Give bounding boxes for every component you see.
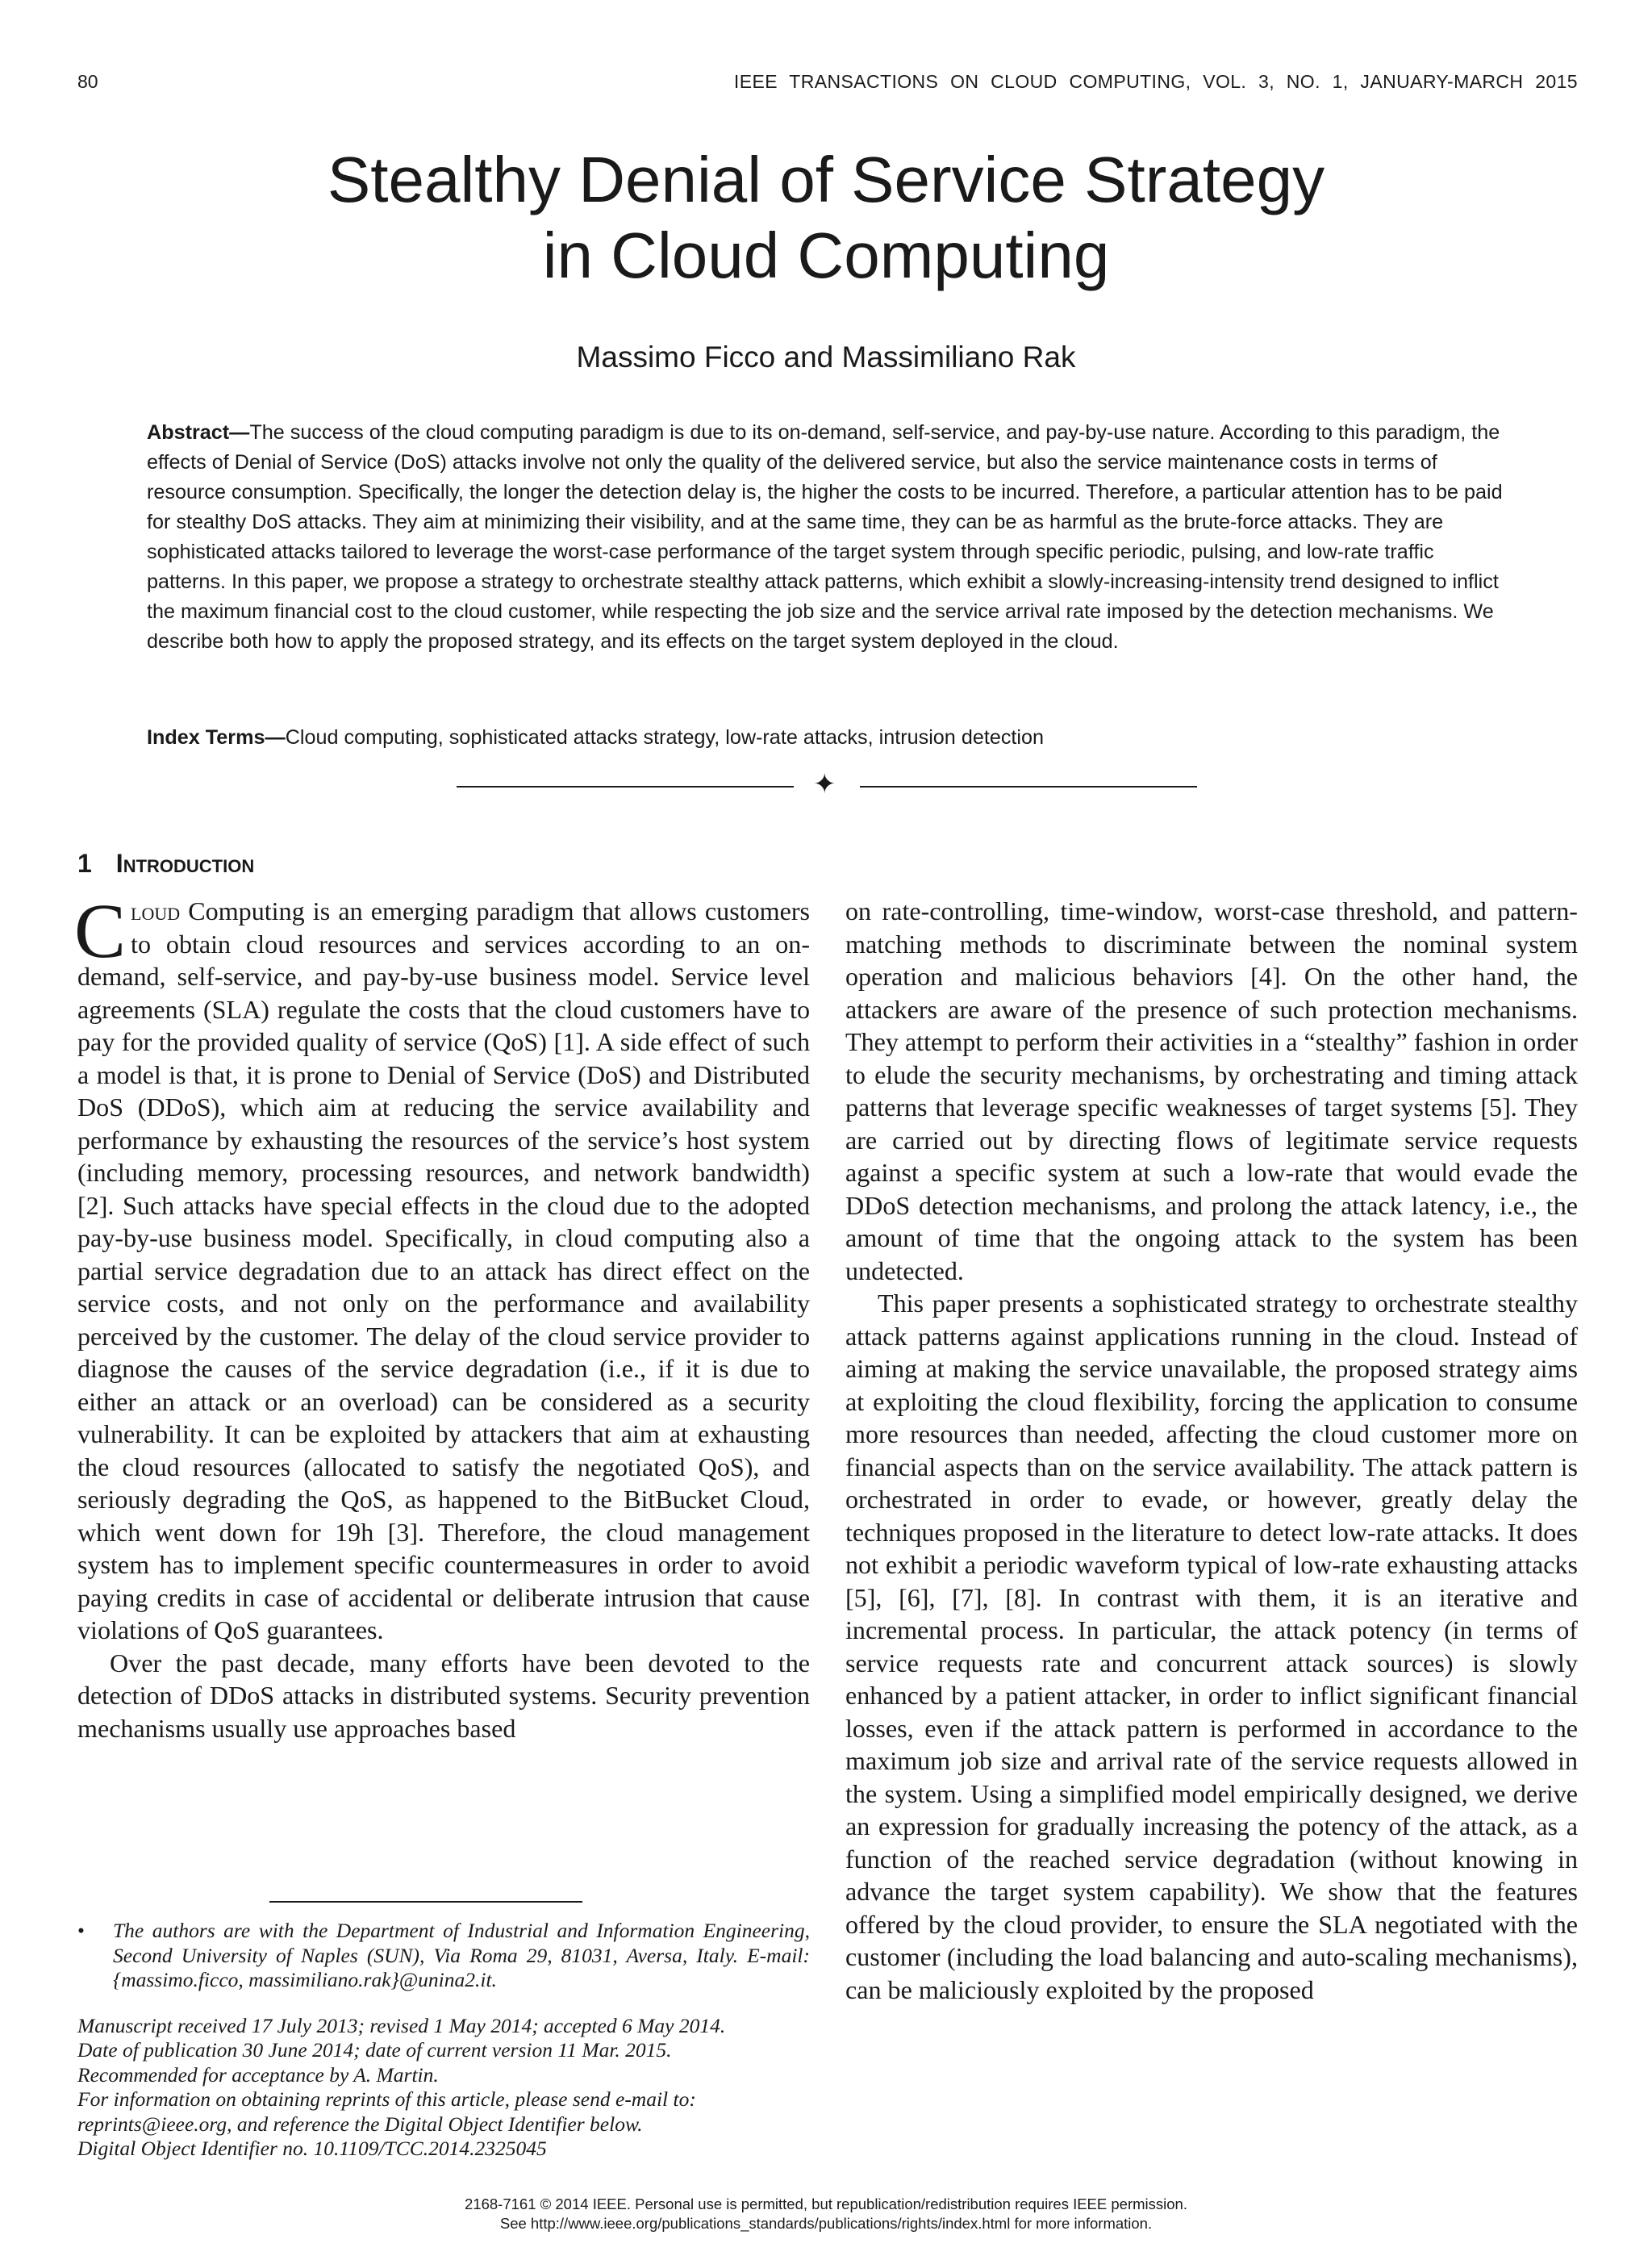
footnote-rule [269,1901,582,1903]
title-line-1: Stealthy Denial of Service Strategy [327,144,1325,215]
paragraph-text: Computing is an emerging paradigm that allows customers to obtain cloud resources and services according to an on-demand, self-service, and pay-by-use business model. Service level agreements (SLA) regulate the costs that the cloud customers have to pay for the provided quality of service (QoS) [1]. A side effect of such a model is that, it is prone to Denial of Service (DoS) and Distributed DoS (DDoS), which aim at reducing the service availability and performance by exhausting the resources of the service’s host system (including memory, processing resources, and network bandwidth) [2]. Such attacks have special effects in the cloud due to the adopted pay-by-use business model. Specifically, in cloud computing also a partial service degradation due to an attack has direct effect on the service costs, and not only on the performance and availability perceived by the customer. The delay of the cloud service provider to diagnose the causes of the service degradation (i.e., if it is due to either an attack or an overload) can be considered as a security vulnerability. It can be exploited by attackers that aim at exhausting the cloud resources (allocated to satisfy the negotiated QoS), and seriously degrading the QoS, as happened to the BitBucket Cloud, which went down for 19h [3]. Therefore, the cloud management system has to implement specific countermeasures in order to avoid paying credits in case of accidental or deliberate intrusion that cause violations of QoS guarantees. [77,896,810,1644]
copyright-notice [0,2195,1652,2233]
right-column [845,895,1578,2006]
index-terms-text: Cloud computing, sophisticated attacks strategy, low-rate attacks, intrusion detection [285,726,1045,749]
drop-cap: C [74,888,127,974]
publication-dates: Date of publication 30 June 2014; date of current version 11 Mar. 2015. [77,2038,672,2062]
left-column [74,888,810,1744]
paragraph: on rate-controlling, time-window, worst-case threshold, and pattern-matching methods to discriminate between the nominal system operation and malicious behaviors [4]. On the other hand, the attackers are aware of the presence of such protection mechanisms. They attempt to perform their activities in a “stealthy” fashion in order to elude the security mechanisms, by orchestrating and timing attack patterns that leverage specific weaknesses of target systems [5]. They are carried out by directing flows of legitimate service requests against a specific system at such a low-rate that would evade the DDoS detection mechanisms, and prolong the attack latency, i.e., the amount of time that the ongoing attack to the system has been undetected. [845,896,1578,1285]
paragraph: Over the past decade, many efforts have been devoted to the detection of DDoS attacks in distributed systems. Security prevention mechanisms usually use approaches based [77,1648,810,1743]
section-heading [77,849,254,879]
paper-title [0,142,1652,294]
title-line-2: in Cloud Computing [542,219,1110,291]
divider-rule-right [860,786,1197,788]
section-number: 1 [77,849,92,878]
reprints-info-1: For information on obtaining reprints of this article, please send e-mail to: [77,2087,696,2112]
lead-in: loud [131,896,181,925]
footnote-bullet: • [77,1919,85,1942]
index-terms [147,723,1512,753]
running-header: IEEE TRANSACTIONS ON CLOUD COMPUTING, VOL. 3, NO. 1, JANUARY-MARCH 2015 [733,71,1578,92]
affiliation-text: The authors are with the Department of Industrial and Information Engineering, Second University of Naples (SUN), Via Roma 29, 81031, Aversa, Italy. E-mail: {massimo.ficco, massimiliano.rak}@unina2.it. [113,1919,810,1991]
index-terms-label: Index Terms— [147,726,286,749]
paragraph [74,888,810,1647]
page-number: 80 [77,71,98,92]
divider-rule-left [457,786,794,788]
section-title: Introduction [115,849,255,878]
footnote-metadata [77,2014,810,2161]
abstract-text: The success of the cloud computing paradigm is due to its on-demand, self-service, and pay-by-use nature. According to this paradigm, the effects of Denial of Service (DoS) attacks involve not only the quality of the delivered service, but also the service maintenance costs in terms of resource consumption. Specifically, the longer the detection delay is, the higher the costs to be incurred. Therefore, a particular attention has to be paid for stealthy DoS attacks. They aim at minimizing their visibility, and at the same time, they can be as harmful as the brute-force attacks. They are sophisticated attacks tailored to leverage the worst-case performance of the target system through specific periodic, pulsing, and low-rate traffic patterns. In this paper, we propose a strategy to orchestrate stealthy attack patterns, which exhibit a slowly-increasing-intensity trend designed to inflict the maximum financial cost to the cloud customer, while respecting the job size and the service arrival rate imposed by the detection mechanisms. We describe both how to apply the proposed strategy, and its effects on the target system deployed in the cloud. [147,421,1503,653]
copyright-line-1: 2168-7161 © 2014 IEEE. Personal use is permitted, but republication/redistribution requires IEEE permission. [465,2195,1187,2212]
abstract-label: Abstract— [147,421,250,444]
manuscript-dates: Manuscript received 17 July 2013; revised 1 May 2014; accepted 6 May 2014. [77,2014,726,2037]
divider-diamond-icon: ✦ [813,770,836,800]
footnote-affiliation [77,1919,810,1993]
copyright-line-2: See http://www.ieee.org/publications_standards/publications/rights/index.html for more information. [499,2215,1153,2232]
paragraph: This paper presents a sophisticated strategy to orchestrate stealthy attack patterns against applications running in the cloud. Instead of aiming at making the service unavailable, the proposed strategy aims at exploiting the cloud flexibility, forcing the application to consume more resources than needed, affecting the cloud customer more on financial aspects than on the service availability. The attack pattern is orchestrated in order to evade, or however, greatly delay the techniques proposed in the literature to detect low-rate attacks. It does not exhibit a periodic waveform typical of low-rate exhausting attacks [5], [6], [7], [8]. In contrast with them, it is an iterative and incremental process. In particular, the attack potency (in terms of service requests rate and concurrent attack sources) is slowly enhanced by a patient attacker, in order to inflict significant financial losses, even if the attack pattern is performed in accordance to the maximum job size and arrival rate of the service requests allowed in the system. Using a simplified model empirically designed, we derive an expression for gradually increasing the potency of the attack, as a function of the reached service degradation (without knowing in advance the target system capability). We show that the features offered by the cloud provider, to ensure the SLA negotiated with the customer (including the load balancing and auto-scaling mechanisms), can be maliciously exploited by the proposed [845,1289,1578,2004]
doi: Digital Object Identifier no. 10.1109/TCC.2014.2325045 [77,2137,547,2161]
recommended-by: Recommended for acceptance by A. Martin. [77,2062,439,2087]
abstract [147,418,1512,657]
reprints-info-2: reprints@ieee.org, and reference the Digital Object Identifier below. [77,2112,643,2136]
authors: Massimo Ficco and Massimiliano Rak [576,340,1076,374]
